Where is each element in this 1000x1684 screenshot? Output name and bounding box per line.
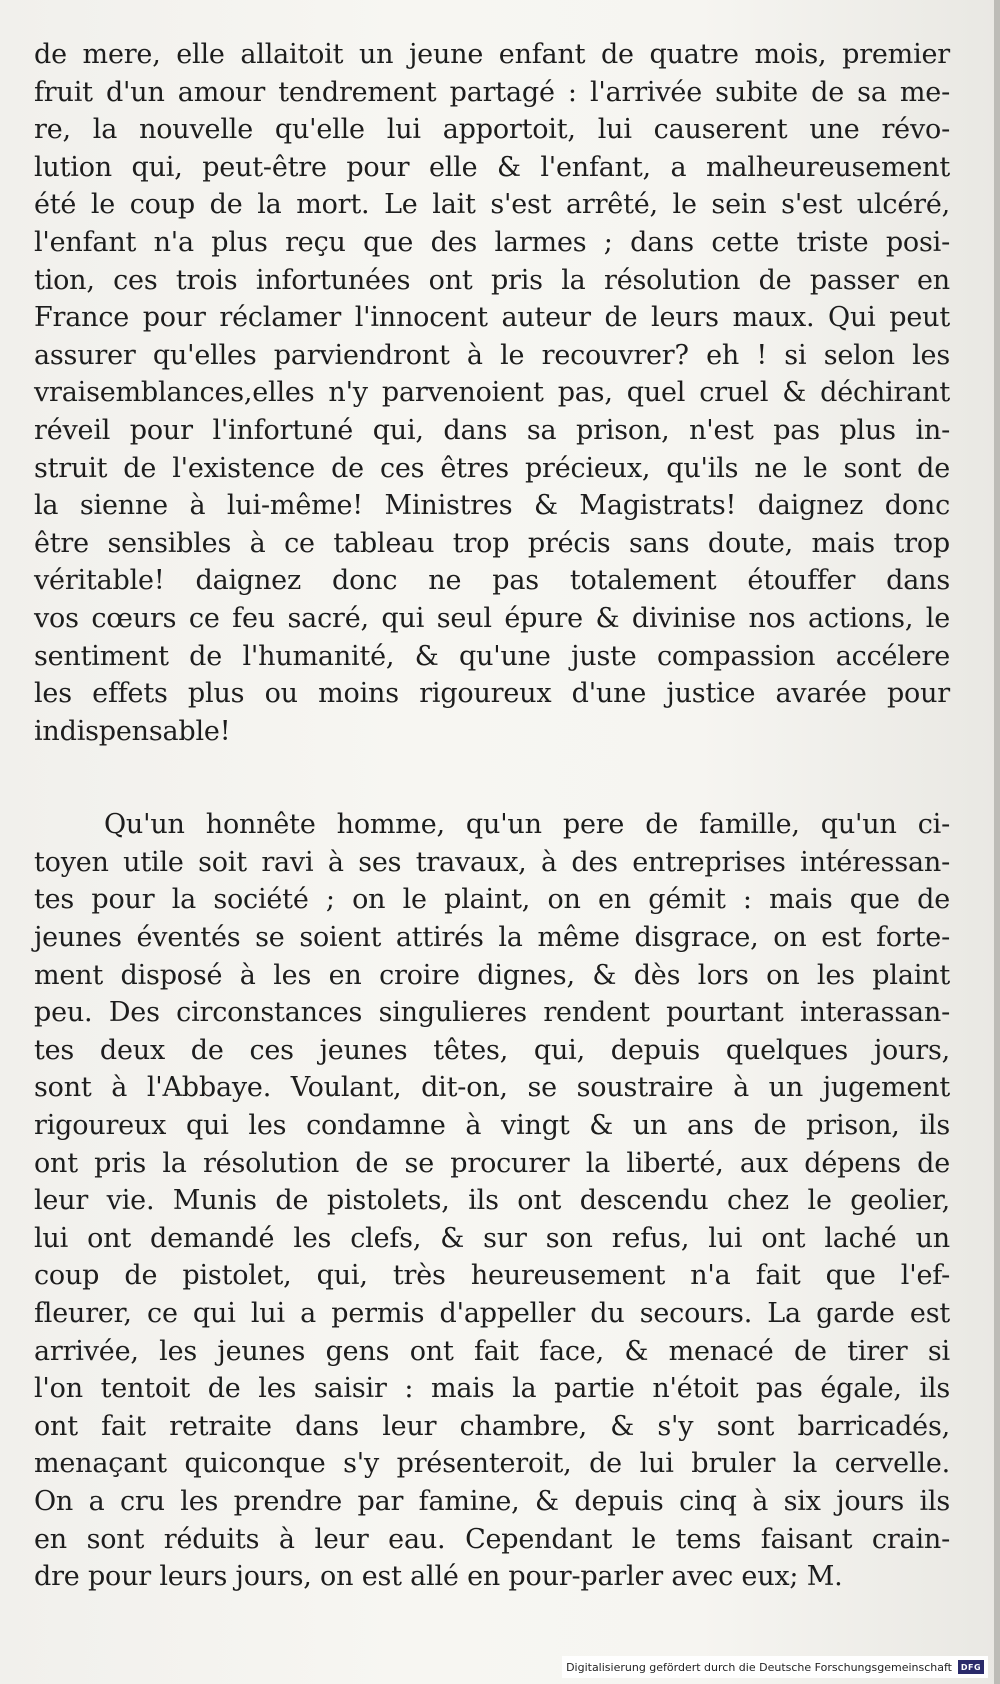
text-line: struit de l'existence de ces êtres précieux, qu'ils ne le sont de (34, 452, 950, 484)
paragraph-gap (34, 750, 950, 806)
text-line: assurer qu'elles parviendront à le recouvrer? eh ! si selon les (34, 339, 950, 371)
text-line: la sienne à lui-même! Ministres & Magistrats! daignez donc (34, 490, 950, 522)
digitization-credit (562, 1656, 988, 1678)
text-line: l'on tentoit de les saisir : mais la partie n'étoit pas égale, ils (34, 1373, 950, 1405)
page-text (34, 36, 950, 1596)
text-line: On a cru les prendre par famine, & depuis cinq à six jours ils (34, 1485, 950, 1517)
text-line: menaçant quiconque s'y présenteroit, de lui bruler la cervelle. (34, 1448, 950, 1480)
text-line: coup de pistolet, qui, très heureusement n'a fait que l'ef- (34, 1260, 950, 1292)
text-line: Qu'un honnête homme, qu'un pere de famille, qu'un ci- (104, 809, 950, 841)
text-line: lution qui, peut-être pour elle & l'enfant, a malheureusement (34, 151, 950, 183)
paragraph-1 (34, 36, 950, 750)
text-line: sont à l'Abbaye. Voulant, dit-on, se soustraire à un jugement (34, 1072, 950, 1104)
text-line: vraisemblances,elles n'y parvenoient pas, quel cruel & déchirant (34, 377, 950, 409)
text-line: tes pour la société ; on le plaint, on en gémit : mais que de (34, 884, 950, 916)
text-line: re, la nouvelle qu'elle lui apportoit, lui causerent une révo- (34, 114, 950, 146)
text-line: toyen utile soit ravi à ses travaux, à des entreprises intéressan- (34, 846, 950, 878)
text-line: réveil pour l'infortuné qui, dans sa prison, n'est pas plus in- (34, 414, 950, 446)
text-line: été le coup de la mort. Le lait s'est arrêté, le sein s'est ulcéré, (34, 189, 950, 221)
text-line: être sensibles à ce tableau trop précis sans doute, mais trop (34, 527, 950, 559)
text-line: jeunes éventés se soient attirés la même disgrace, on est forte- (34, 922, 950, 954)
text-line: ont pris la résolution de se procurer la liberté, aux dépens de (34, 1147, 950, 1179)
text-line: fleurer, ce qui lui a permis d'appeller du secours. La garde est (34, 1298, 950, 1329)
text-line: les effets plus ou moins rigoureux d'une justice avarée pour (34, 678, 950, 710)
text-line: dre pour leurs jours, on est allé en pour-parler avec eux; M. (34, 1561, 843, 1593)
text-line: rigoureux qui les condamne à vingt & un ans de prison, ils (34, 1110, 950, 1142)
text-line: vos cœurs ce feu sacré, qui seul épure & divinise nos actions, le (34, 602, 950, 634)
text-line: peu. Des circonstances singulieres rendent pourtant interassan- (34, 997, 950, 1029)
text-line: de mere, elle allaitoit un jeune enfant de quatre mois, premier (34, 39, 950, 70)
text-line: leur vie. Munis de pistolets, ils ont descendu chez le geolier, (34, 1185, 950, 1217)
text-line: lui ont demandé les clefs, & sur son refus, lui ont laché un (34, 1222, 950, 1254)
text-line: tion, ces trois infortunées ont pris la résolution de passer en (34, 264, 950, 296)
page-gutter-edge (994, 0, 1000, 1684)
text-line: ont fait retraite dans leur chambre, & s'y sont barricadés, (34, 1410, 950, 1442)
text-line: indispensable! (34, 715, 231, 747)
text-line: véritable! daignez donc ne pas totalement étouffer dans (34, 565, 950, 597)
text-line: fruit d'un amour tendrement partagé : l'arrivée subite de sa me- (34, 76, 950, 108)
text-line: tes deux de ces jeunes têtes, qui, depuis quelques jours, (34, 1034, 950, 1066)
text-line: arrivée, les jeunes gens ont fait face, & menacé de tirer si (34, 1335, 950, 1367)
text-line: sentiment de l'humanité, & qu'une juste compassion accélere (34, 640, 950, 672)
paragraph-2 (34, 806, 950, 1595)
dfg-logo-icon: DFG (958, 1660, 984, 1674)
credit-text: Digitalisierung gefördert durch die Deutsche Forschungsgemeinschaft (566, 1660, 952, 1674)
text-line: en sont réduits à leur eau. Cependant le tems faisant crain- (34, 1523, 950, 1555)
text-line: l'enfant n'a plus reçu que des larmes ; dans cette triste posi- (34, 226, 950, 258)
text-line: ment disposé à les en croire dignes, & dès lors on les plaint (34, 959, 950, 991)
text-line: France pour réclamer l'innocent auteur de leurs maux. Qui peut (34, 302, 950, 334)
